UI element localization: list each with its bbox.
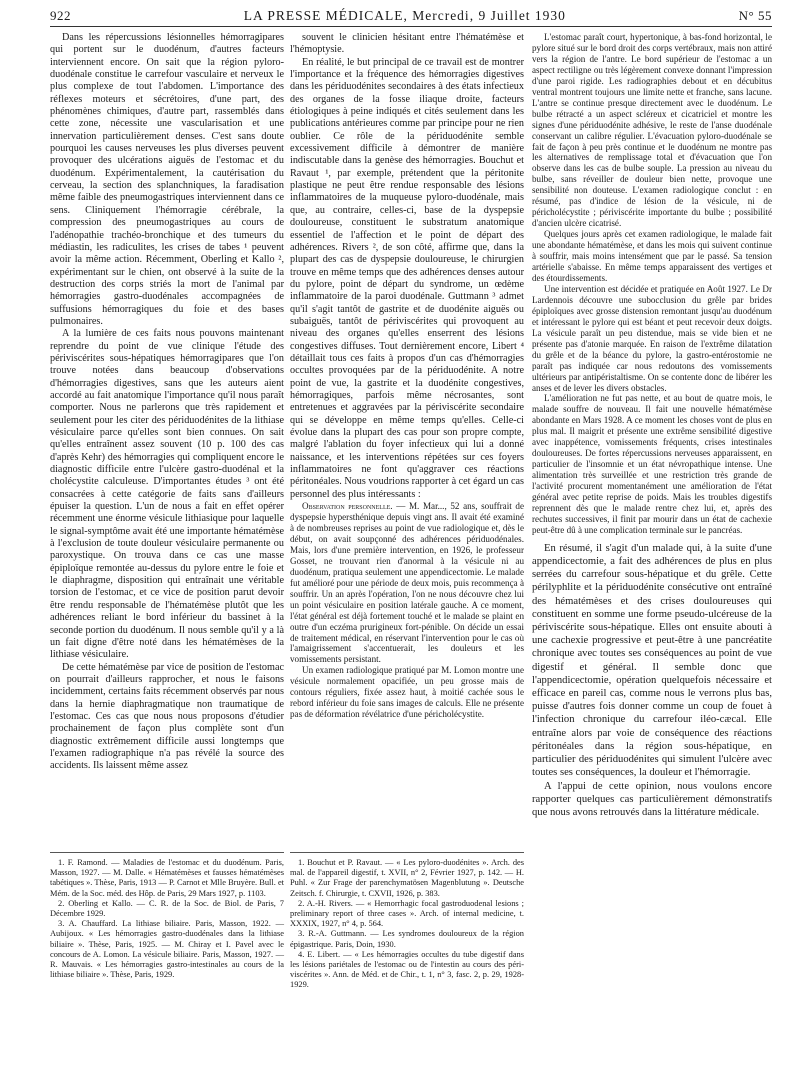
column-1	[50, 32, 284, 773]
footnote: 1. F. Ramond. — Maladies de l'estomac et du duodénum. Paris, Masson, 1927. — M. Dalle. « Hématémèses et fausses hématémèses tabétiques ». Thèse, Paris, 1913 — P. Carnot et Mlle Bruyère. Bull. et Mém. de la Soc. méd. des Hôp. de Paris, 29 Mars 1927, p. 1103.	[50, 858, 284, 898]
observation: Une intervention est décidée et pratiquée en Août 1927. Le Dr Lardennois découvre une subocclusion du grêle par brides épiploïques avec grosse distension remontant jusqu'au duodénum et intéressant le pylore qui est béant et peut recevoir deux doigts. La vésicule paraît un peu distendue, mais se vide bien et ne présente pas d'atonie marquée. En raison de l'extrême dilatation du grêle et de la béance du pylore, la gastro-entérostomie ne paraît pas indiquée car nous redoutons des vomissements ultérieurs par antipéristaltisme. On se contente donc de libérer les anses et de lever les divers obstacles.	[532, 283, 772, 393]
footnote: 4. E. Libert. — « Les hémorragies occultes du tube digestif dans les lésions pariétales de l'estomac ou de l'intestin au cours des péri-viscérites ». Ann. de Méd. et de Chir., t. 1, n° 3, fasc. 2, p. 29, 1928-1929.	[290, 949, 524, 990]
footnote: 2. A.-H. Rivers. — « Hemorrhagic focal gastroduodenal lesions ; preliminary report of three cases ». Arch. of internal medicine, t. XXXIX, 1927, n° 4, p. 564.	[290, 898, 524, 929]
observation-text: — M. Mar..., 52 ans, souffrait de dyspepsie hypersthénique depuis vingt ans. Il avait été examiné à de nombreuses reprises au point de vue radiologique et, dès le début, on avait soupçonné des adhérences périduodénales. Mais, lors d'une première intervention, en 1926, le professeur Gosset, ne trouvant rien d'anormal à la vésicule ni au duodénum, pratiqua seulement une appendicectomie. Le malade fut amélioré pour une période de deux mois, puis recommença à souffrir. Un an après l'opération, l'on ne nous découvre chez lui un point vésiculaire en position latérale gauche. A ce moment, l'état général est déjà fortement touché et le malade se plaint en outre d'un eczéma prurigineux fort-pénible. On décide un essai de traitement médical, en réservant l'intervention pour le cas où l'amaigrissement s'accentuerait, les douleurs et les vomissements persistant.	[290, 501, 524, 665]
observation: Un examen radiologique pratiqué par M. Lomon montre une vésicule normalement opacifiée, un peu grosse mais de contours réguliers, fixée assez haut, à moitié cachée sous le rebord inférieur du foie sans images de calculs. Elle ne présente pas de déformation révélatrice d'une péricholécystite.	[290, 665, 524, 720]
footnote: 3. R.-A. Guttmann. — Les syndromes douloureux de la région épigastrique. Paris, Doin, 1930.	[290, 929, 524, 949]
journal-title: LA PRESSE MÉDICALE, Mercredi, 9 Juillet 1930	[243, 8, 566, 23]
paragraph: De cette hématémèse par vice de position de l'estomac on pourrait d'ailleurs rapprocher, et nous le faisons incidemment, certains faits récemment observés par nous dans la hernie diaphragmatique non traumatique de l'estomac. Ces cas que nous nous proposons d'étudier prochainement de façon plus complète sont d'un diagnostic extrêmement difficile aussi longtemps que l'examen radiographique n'a pas révélé la source des accidents. Ils laissent même assez	[50, 661, 284, 772]
observation: L'estomac paraît court, hypertonique, à bas-fond horizontal, le pylore situé sur le bord droit des corps vertébraux, mais non attiré vers la région de l'antre. Le bord supérieur de l'estomac a un aspect rectiligne ou très légèrement convexe donnant l'impression d'une paroi rigide. Les radiographies debout et en décubitus ventral montrent toujours une limite nette et franche, sans lacune. L'antre se continue presque directement avec le duodénum. Le bulbe rétracté a un aspect scléreux et cicatriciel et montre les signes d'une périduodénite adhésive, le reste de l'anse duodénale conservant un calibre régulier. L'évacuation pyloro-duodénale se fait de façon à peu près continue et le duodénum ne montre pas les alternatives de remplissage total et d'évacuation que l'on observe dans les cas de bulbe souple. La pression au niveau du bulbe, sans réveiller de douleur bien nette, provoque une sensibilité non douteuse. L'examen radiologique conclut : en résumé, pas d'indice de lésion de la vésicule, ni de péricholécystite ; périviscérite importante du bulbe ; possibilité d'ancien ulcère cicatrisé.	[532, 32, 772, 229]
page-number: 922	[50, 8, 71, 23]
paragraph: A la lumière de ces faits nous pouvons maintenant reprendre du point de vue clinique l'étude des périviscérites sous-hépatiques hémorragipares que l'on trouve notées dans beaucoup d'observations d'hémorragies digestives, sans que les auteurs aient accordé au fait anatomique l'importance qu'il nous paraît comporter. Nous ne parlerons que très rapidement et seulement pour les citer des périduodénites de la lithiase vésiculaire parce qu'elles sont bien connues. On sait qu'elles entraînent assez souvent (10 p. 100 des cas d'après Kehr) des hémorragies qui compliquent encore le diagnostic difficile entre l'ulcère gastro-duodénal et la cholécystite calculeuse. D'importantes études ³ ont été consacrées à cette catégorie de faits sans d'ailleurs épuiser la question. L'un de nous a fait en effet opérer récemment une énorme vésicule lithiasique pour laquelle le signal-symptôme avait été une importante hématémèse à l'exclusion de toute douleur vésiculaire permanente ou paroxystique. On trouva dans ce cas une masse épiploïque remontée au-dessus du pylore entre le foie et le diaphragme, disposition qui entraînait une véritable torsion de l'estomac, et ce vice de position parut devoir être rendu responsable de l'hématémèse plutôt que les adhérences reliant le bord inférieur du bassinet à la seconde portion du duodénum. Il nous semble qu'il y a là un fait digne d'être noté dans les hématémèses de la lithiase vésiculaire.	[50, 328, 284, 661]
page-header	[50, 8, 772, 28]
footnotes-column-1	[50, 852, 284, 980]
observation: L'amélioration ne fut pas nette, et au bout de quatre mois, le malade souffre de nouveau. Il fait une nouvelle hématémèse abondante en Mars 1928. A ce moment les choses vont de plus en plus mal. Il maigrit et présente une extrême sensibilité digestive avec inappétence, vomissements fréquents, crises intestinales douloureuses. De fortes répercussions nerveuses apparaissent, en particulier de l'insomnie et un état névropathique intense. Une alimentation très surveillée et une restriction très grande de l'activité procurent momentanément une amélioration de l'état général avec petite reprise de poids. Mais les troubles digestifs reprennent dès que le malade rentre chez lui, et, après des rechutes successives, il finit par mourir dans un état de cachexie peut-être dû à une complication terminale sur le pancréas.	[532, 393, 772, 535]
observation-label: Observation personnelle.	[302, 501, 393, 512]
column-3	[532, 32, 772, 819]
column-2	[290, 32, 524, 720]
footnotes-column-2	[290, 852, 524, 991]
footnote: 2. Oberling et Kallo. — C. R. de la Soc. de Biol. de Paris, 7 Décembre 1929.	[50, 898, 284, 919]
observation	[290, 501, 524, 665]
header-rule	[50, 26, 772, 27]
paragraph: En résumé, il s'agit d'un malade qui, à la suite d'une appendicectomie, a fait des adhérences de plus en plus serrées du carrefour sous-hépatique et du grêle. Cette périlyphlite et la périduodénite consécutive ont entraîné des hématémèses et des crises douloureuses qui constituent en somme une forme pseudo-ulcéreuse de la périviscérite sous-hépatique. Elles ont ensuite abouti à une cachexie progressive et peut-être à une pancréatite chronique avec toutes ses conséquences au point de vue digestif et général. Il semble donc que l'appendicectomie, opération quelquefois nécessaire et efficace en pareil cas, comme nous le verrons plus bas, puisse d'autres fois donner comme un coup de fouet à l'infection chronique du carrefour iléo-cæcal. Elle entraîne alors par voie de conséquence des réactions péritonéales dans la région sous-hépatique, en particulier des périduodénites qui simulent l'ulcère avec toutes ses conséquences, la douleur et l'hémorragie.	[532, 542, 772, 779]
paragraph: souvent le clinicien hésitant entre l'hématémèse et l'hémoptysie.	[290, 32, 524, 56]
paragraph: A l'appui de cette opinion, nous voulons encore rapporter quelques cas particulièrement démonstratifs que nous avons retrouvés dans la littérature médicale.	[532, 780, 772, 818]
footnote: 1. Bouchut et P. Ravaut. — « Les pyloro-duodénites ». Arch. des mal. de l'appareil digestif, t. XVII, n° 2, Février 1927, p. 142. — H. Puhl. « Zur Frage der parenchymatösen Magenblutung ». Deutsche Zeitsch. f. Chirurgie, t. CXVII, 1926, p. 383.	[290, 858, 524, 898]
paragraph: En réalité, le but principal de ce travail est de montrer l'importance et la fréquence des hémorragies digestives dans les périduodénites secondaires à des états infectieux des organes de la fosse iliaque droite, facteurs étiologiques à peine indiqués et cités seulement dans les publications antérieures comme par principe pour ne rien oublier. Ce rôle de la périduodénite semble excessivement difficile à démontrer de manière indiscutable dans la genèse des hémorragies. Bouchut et Ravaut ¹, par exemple, prétendent que la péritonite plastique ne peut être rendue responsable des lésions inflammatoires de la muqueuse pyloro-duodénale, mais que, au contraire, celles-ci, base de la dyspepsie douloureuse, constituent le substratum anatomique essentiel de l'affection et le point de départ des adhérences. Rivers ², de son côté, affirme que, dans la plupart des cas de dyspepsie douloureuse, le chirurgien trouve en même temps que des adhérences denses autour du pylore, point de départ du syndrome, un œdème inflammatoire de la paroi duodénale. Guttmann ³ admet qu'il s'agit tantôt de gastrite et de duodénite aiguës ou subaiguës, tantôt de périviscérites qui provoquent au niveau des organes qu'elles enserrent des lésions congestives diffuses. Tout dernièrement encore, Libert ⁴ détaillait tous ces faits à propos d'un cas d'hémorragies occultes provoquées par de la périduodénite. A notre point de vue, la gastrite et la duodénite congestives, hémorragiques, parfois même nécrosantes, sont entretenues et aggravées par la périviscérite secondaire qui se développe en même temps qu'elles. Celle-ci évolue dans la plupart des cas pour son propre compte, malgré l'ablation du foyer infectieux qui lui a donné naissance, et les interventions répétées sur ces foyers inflammatoires ne font qu'aggraver ces réactions péritonéales. Nous voudrions rapporter à cet égard un cas personnel des plus intéressants :	[290, 56, 524, 500]
observation: Quelques jours après cet examen radiologique, le malade fait une abondante hématémèse, et dans les mois qui suivent continue à souffrir, mais moins intensément que par le passé. Sa tension artérielle s'abaisse. En même temps apparaissent des vertiges et des étourdissements.	[532, 229, 772, 283]
footnote: 3. A. Chauffard. La lithiase biliaire. Paris, Masson, 1922. — Aubijoux. « Les hémorragies gastro-duodénales dans la lithiase biliaire ». Thèse, Paris, 1925. — M. Chiray et I. Pavel avec le concours de A. Lomon. La vésicule biliaire. Paris, Masson, 1927. — R. Mauvais. « Les hémorragies gastro-intestinales au cours de la lithiase biliaire ». Thèse, Paris, 1929.	[50, 919, 284, 980]
paragraph: Dans les répercussions lésionnelles hémorragipares qui portent sur le duodénum, d'autres facteurs interviennent encore. On sait que la région pyloro-duodénale constitue le carrefour vasculaire et nerveux le plus complexe de tout l'abdomen. L'importance des réflexes moteurs et sécrétoires, d'une part, des phénomènes chimiques, d'autre part, rassemblés dans cette zone, nécessite une vascularisation et une innervation particulièrement denses. C'est sans doute pourquoi les causes nerveuses les plus diverses peuvent provoquer des ulcérations aiguës de l'estomac et du duodénum. Expérimentalement, la cautérisation du cerveau, la section des splanchniques, la faradisation même faible des pneumogastriques interviennent dans ce sens. Cliniquement l'hémorragie cérébrale, la compression des pneumogastriques au cours de l'adénopathie trachéo-bronchique et des tumeurs du médiastin, les radiculites, les crises de tabes ¹ peuvent avoir la même action. Récemment, Oberling et Kallo ², expérimentant sur le chien, ont observé à la suite de la destruction des corps striés la mort de l'animal par hémorragies gastro-duodénales accompagnées de suffusions hémorragiques du foie et des bases pulmonaires.	[50, 32, 284, 327]
issue-number: N° 55	[738, 8, 772, 23]
